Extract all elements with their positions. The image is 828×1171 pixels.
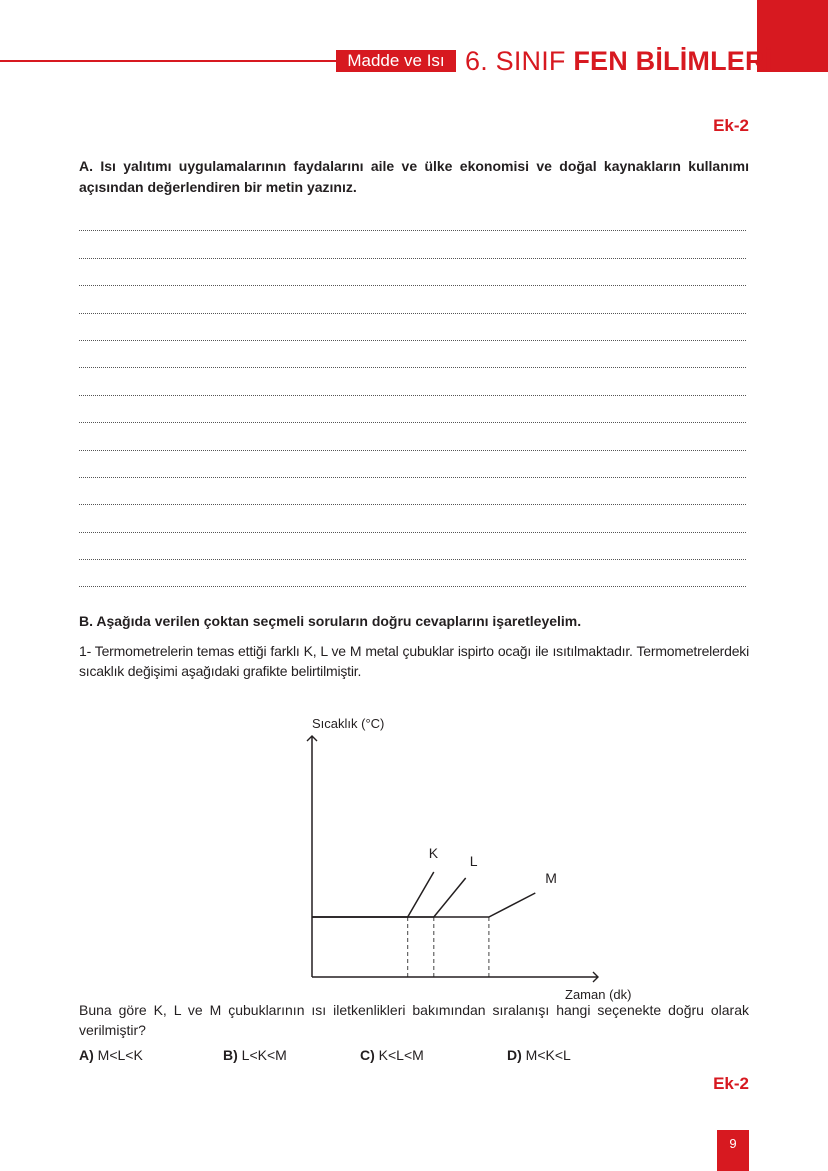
answer-line[interactable] — [79, 478, 746, 505]
option-c[interactable] — [360, 1047, 424, 1063]
series-label-m: M — [545, 870, 557, 886]
option-a-text: M<L<K — [97, 1047, 143, 1063]
answer-line[interactable] — [79, 286, 746, 313]
question-1-intro: 1- Termometrelerin temas ettiği farklı K, L ve M metal çubuklar ispirto ocağı ile ısıtılmaktadır. Termometrelerdeki sıcaklık değişimi aşağıdaki grafikte belirtilmiştir. — [79, 643, 749, 679]
answer-line[interactable] — [79, 533, 746, 560]
option-d-letter: D) — [507, 1047, 522, 1063]
series-label-l: L — [469, 853, 478, 869]
answer-line[interactable] — [79, 396, 746, 423]
header-rule — [0, 60, 336, 62]
answer-lines[interactable] — [79, 204, 746, 587]
section-b-title: B. Aşağıda verilen çoktan seçmeli soruların doğru cevaplarını işaretleyelim. — [79, 613, 582, 629]
option-c-letter: C) — [360, 1047, 375, 1063]
option-b-text: L<K<M — [241, 1047, 287, 1063]
section-a-question: A. Isı yalıtımı uygulamalarının faydalarını aile ve ülke ekonomisi ve doğal kaynakların kullanımı açısından değerlendiren bir metin yazınız. — [79, 158, 749, 195]
answer-line[interactable] — [79, 368, 746, 395]
annex-label-top: Ek-2 — [713, 116, 749, 135]
unit-badge: Madde ve Isı — [336, 50, 456, 72]
page-number: 9 — [717, 1130, 749, 1171]
option-c-text: K<L<M — [378, 1047, 424, 1063]
answer-line[interactable] — [79, 204, 746, 231]
answer-line[interactable] — [79, 231, 746, 258]
answer-line[interactable] — [79, 451, 746, 478]
answer-line[interactable] — [79, 560, 746, 587]
option-b[interactable] — [223, 1047, 287, 1063]
temperature-time-chart — [290, 700, 650, 1010]
answer-line[interactable] — [79, 341, 746, 368]
chart-series-group — [312, 845, 557, 917]
answer-line[interactable] — [79, 423, 746, 450]
option-b-letter: B) — [223, 1047, 238, 1063]
option-d[interactable] — [507, 1047, 571, 1063]
chart-guide-lines — [408, 917, 489, 977]
course-prefix: 6. SINIF — [465, 46, 566, 76]
series-line-k — [312, 872, 434, 917]
answer-line[interactable] — [79, 259, 746, 286]
answer-line[interactable] — [79, 314, 746, 341]
option-a-letter: A) — [79, 1047, 94, 1063]
answer-line[interactable] — [79, 505, 746, 532]
annex-label-bottom: Ek-2 — [713, 1074, 749, 1093]
series-line-l — [312, 878, 466, 917]
course-name: FEN BİLİMLERİ — [573, 46, 773, 76]
series-line-m — [312, 893, 535, 917]
question-1-text: Buna göre K, L ve M çubuklarının ısı iletkenlikleri bakımından sıralanışı hangi seçenekte doğru olarak verilmiştir? — [79, 1002, 749, 1038]
series-label-k: K — [428, 845, 439, 861]
x-axis-label: Zaman (dk) — [565, 987, 632, 1002]
y-axis-label: Sıcaklık (°C) — [312, 716, 385, 731]
option-a[interactable] — [79, 1047, 143, 1063]
course-title — [465, 44, 772, 78]
option-d-text: M<K<L — [525, 1047, 571, 1063]
